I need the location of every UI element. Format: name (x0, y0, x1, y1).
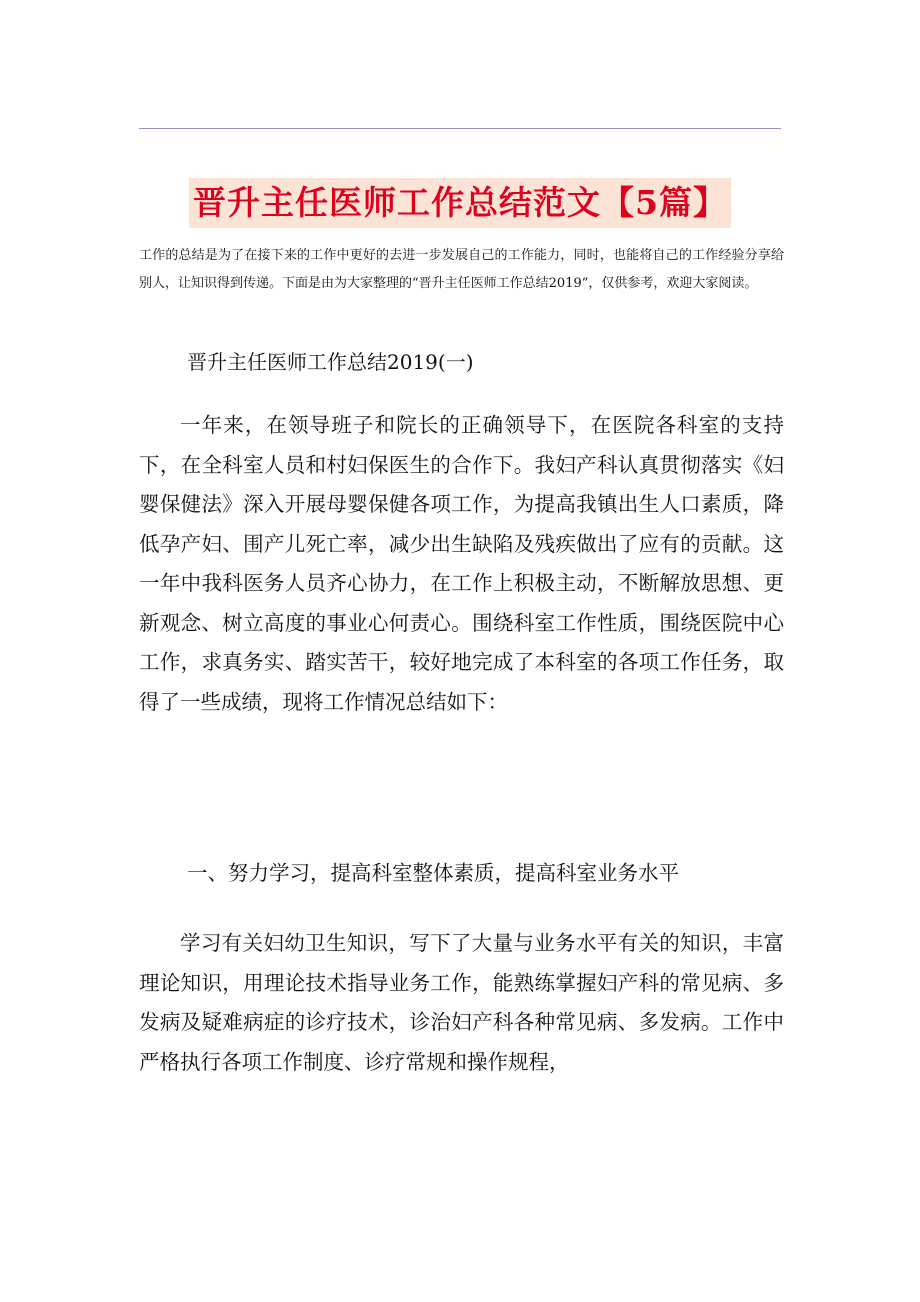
subheading-1: 一、努力学习，提高科室整体素质，提高科室业务水平 (187, 861, 679, 885)
document-title: 晋升主任医师工作总结范文【5篇】 (189, 178, 731, 228)
body-paragraph-1: 一年来，在领导班子和院长的正确领导下，在医院各科室的支持下，在全科室人员和村妇保医生的合作下。我妇产科认真贯彻落实《妇婴保健法》深入开展母婴保健各项工作，为提高我镇出生人口素质，降低孕产妇、围产儿死亡率，减少出生缺陷及残疾做出了应有的贡献。这一年中我科医务人员齐心协力，在工作上积极主动，不断解放思想、更新观念、树立高度的事业心何责心。围绕科室工作性质，围绕医院中心工作，求真务实、踏实苦干，较好地完成了本科室的各项工作任务，取得了一些成绩，现将工作情况总结如下： (139, 413, 784, 714)
title-container (0, 156, 920, 250)
section-title: 晋升主任医师工作总结2019(一) (187, 350, 474, 374)
body-paragraph-2: 学习有关妇幼卫生知识，写下了大量与业务水平有关的知识，丰富理论知识，用理论技术指导业务工作，能熟练掌握妇产科的常见病、多发病及疑难病症的诊疗技术，诊治妇产科各种常见病、多发病。工作中严格执行各项工作制度、诊疗常规和操作规程， (139, 931, 784, 1074)
header-divider (139, 128, 781, 129)
intro-paragraph: 工作的总结是为了在接下来的工作中更好的去进一步发展自己的工作能力，同时，也能将自己的工作经验分享给别人，让知识得到传递。下面是由为大家整理的“晋升主任医师工作总结2019”，仅供参考，欢迎大家阅读。 (139, 248, 784, 291)
